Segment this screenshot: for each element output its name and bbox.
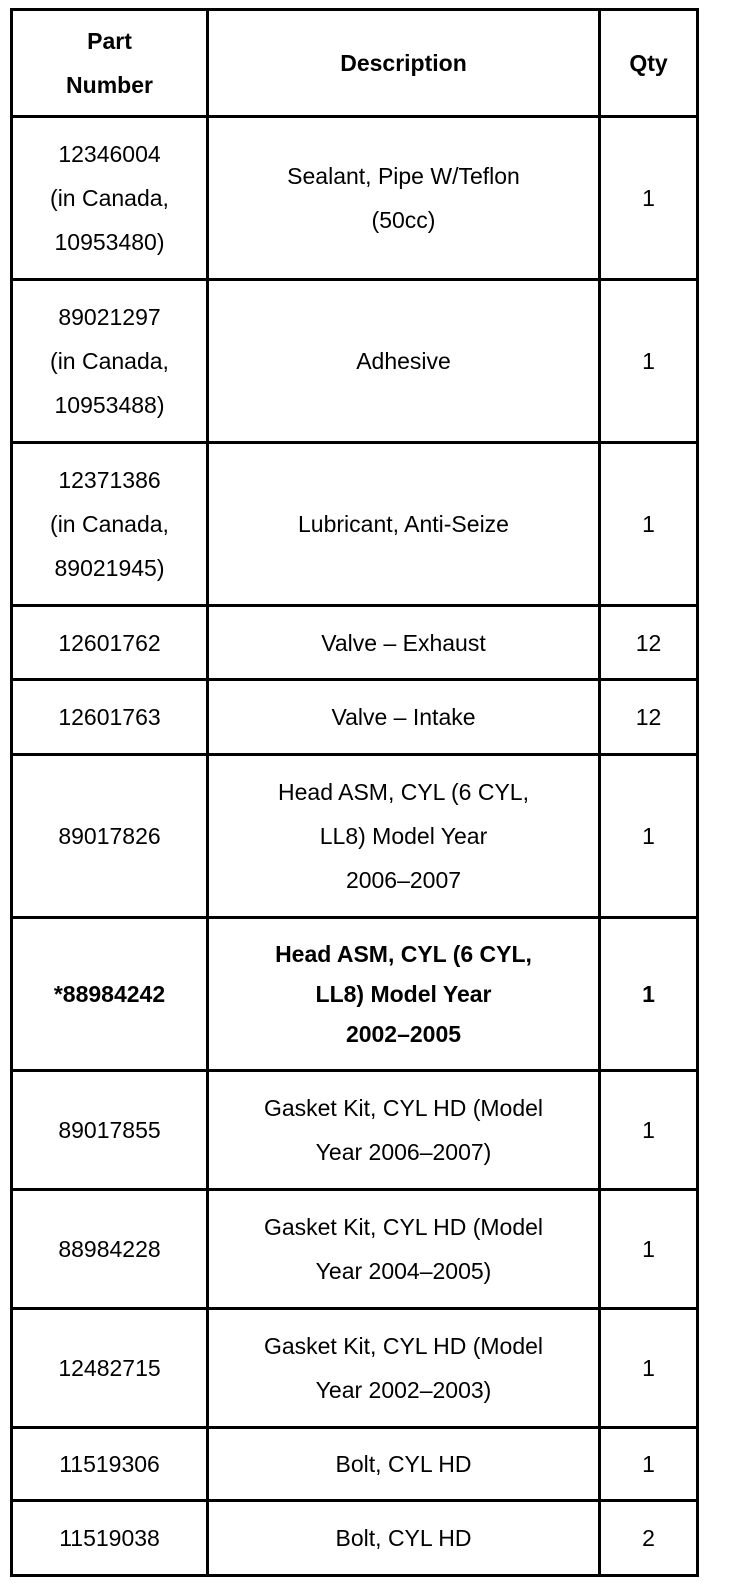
description-cell: Adhesive	[208, 280, 600, 442]
part-number-cell: 88984228	[12, 1189, 208, 1308]
qty-cell: 1	[600, 1308, 698, 1427]
part-number-cell: 89017855	[12, 1071, 208, 1189]
part-number-cell: 12371386 (in Canada, 89021945)	[12, 442, 208, 605]
table-row-highlighted	[12, 918, 698, 1071]
part-number-cell: 89017826	[12, 754, 208, 917]
qty-cell: 1	[600, 918, 698, 1071]
table-row	[12, 442, 698, 605]
qty-cell: 1	[600, 754, 698, 917]
qty-cell: 1	[600, 1071, 698, 1189]
description-cell: Head ASM, CYL (6 CYL, LL8) Model Year 2006–2007	[208, 754, 600, 917]
description-cell: Sealant, Pipe W/Teflon (50cc)	[208, 117, 600, 280]
qty-cell: 1	[600, 1189, 698, 1308]
part-number-cell: *88984242	[12, 918, 208, 1071]
header-qty: Qty	[600, 10, 698, 117]
part-number-cell: 11519038	[12, 1501, 208, 1576]
table-row	[12, 280, 698, 442]
description-cell: Valve – Exhaust	[208, 606, 600, 680]
qty-cell: 1	[600, 1427, 698, 1501]
description-cell: Gasket Kit, CYL HD (Model Year 2006–2007)	[208, 1071, 600, 1189]
qty-cell: 12	[600, 606, 698, 680]
table-row	[12, 1308, 698, 1427]
table-row	[12, 680, 698, 755]
table-row	[12, 754, 698, 917]
qty-cell: 1	[600, 280, 698, 442]
table-row	[12, 1427, 698, 1501]
part-number-cell: 89021297 (in Canada, 10953488)	[12, 280, 208, 442]
description-cell: Gasket Kit, CYL HD (Model Year 2002–2003)	[208, 1308, 600, 1427]
part-number-cell: 12346004 (in Canada, 10953480)	[12, 117, 208, 280]
table-row	[12, 117, 698, 280]
description-cell: Bolt, CYL HD	[208, 1501, 600, 1576]
part-number-cell: 12601763	[12, 680, 208, 755]
part-number-cell: 12482715	[12, 1308, 208, 1427]
part-number-cell: 11519306	[12, 1427, 208, 1501]
table-row	[12, 606, 698, 680]
description-cell: Lubricant, Anti-Seize	[208, 442, 600, 605]
table-row	[12, 1501, 698, 1576]
qty-cell: 1	[600, 442, 698, 605]
header-description: Description	[208, 10, 600, 117]
description-cell: Gasket Kit, CYL HD (Model Year 2004–2005)	[208, 1189, 600, 1308]
qty-cell: 1	[600, 117, 698, 280]
description-cell: Bolt, CYL HD	[208, 1427, 600, 1501]
description-cell: Valve – Intake	[208, 680, 600, 755]
header-part-number: Part Number	[12, 10, 208, 117]
description-cell: Head ASM, CYL (6 CYL, LL8) Model Year 2002–2005	[208, 918, 600, 1071]
part-number-cell: 12601762	[12, 606, 208, 680]
table-row	[12, 1071, 698, 1189]
table-row	[12, 1189, 698, 1308]
table-header-row	[12, 10, 698, 117]
parts-table	[10, 8, 699, 1577]
qty-cell: 12	[600, 680, 698, 755]
qty-cell: 2	[600, 1501, 698, 1576]
